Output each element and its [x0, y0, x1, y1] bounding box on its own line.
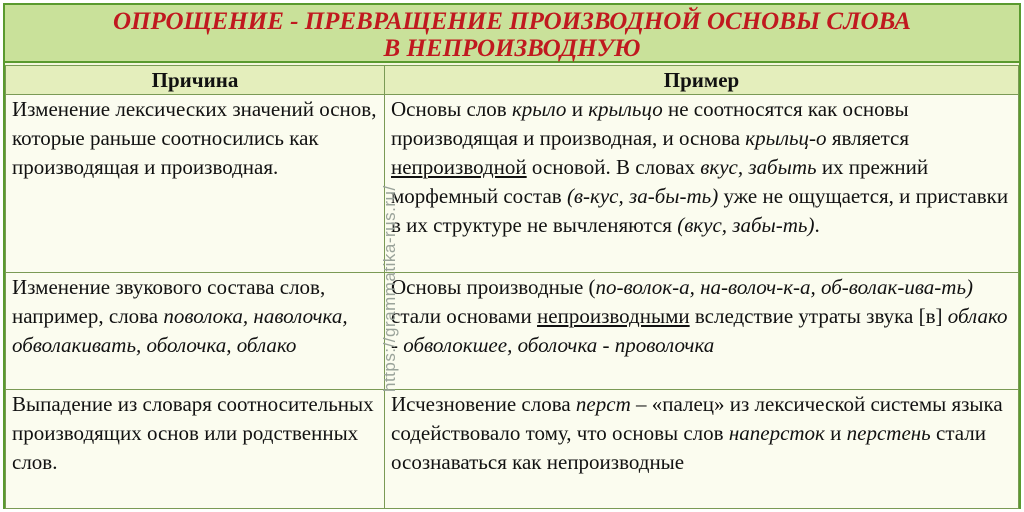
cell-text: Основы слов	[391, 97, 512, 121]
example-cell	[385, 273, 1019, 390]
cell-text: Исчезновение слова	[391, 392, 576, 416]
cell-text: Изменение звукового состава слов, например, слова	[12, 275, 326, 328]
italic-example-text: перстень	[846, 421, 931, 445]
cell-text: вследствие утраты звука [в]	[689, 304, 948, 328]
oproshchenie-table	[5, 65, 1019, 509]
cause-cell	[6, 95, 385, 273]
cell-text: и	[566, 97, 589, 121]
cell-text: стали основами	[391, 304, 538, 328]
italic-example-text: наперсток	[728, 421, 825, 445]
cell-text: стали осознаваться как непроизводные	[391, 421, 986, 474]
italic-example-text: крыльц-о	[745, 126, 827, 150]
underlined-term: непроизводными	[537, 304, 690, 328]
cause-cell	[6, 390, 385, 509]
cell-text: является	[826, 126, 909, 150]
italic-example-text: по-волок-а, на-волоч-к-а, об-волак-ива-ть)	[595, 275, 974, 299]
cell-text: и	[824, 421, 847, 445]
example-cell	[385, 95, 1019, 273]
italic-example-text: (вкус, забы-ть)	[677, 213, 815, 237]
italic-example-text: крыло	[511, 97, 567, 121]
cell-text: Основы производные (	[391, 275, 596, 299]
cell-text: их прежний морфемный состав	[391, 155, 929, 208]
watermark-url: https://grammatika-rus.ru/	[380, 185, 399, 392]
cell-text: – «палец» из лексической системы языка содействовало тому, что основы слов	[391, 392, 1003, 445]
cell-text: уже не ощущается, и приставки в их структуре не вычленяются	[391, 184, 1009, 237]
underlined-term: непроизводной	[391, 155, 527, 179]
cell-text: Выпадение из словаря соотносительных производящих основ или родственных слов.	[12, 392, 374, 474]
table-row	[6, 390, 1019, 509]
title-line-2: В НЕПРОИЗВОДНУЮ	[383, 35, 641, 62]
cell-text: Изменение лексических значений основ, которые раньше соотносились как производящая и производная.	[12, 97, 377, 179]
italic-example-text: облако - обволокшее, оболочка - проволочка	[391, 304, 1008, 357]
header-cause: Причина	[6, 66, 385, 95]
cause-cell	[6, 273, 385, 390]
document-frame	[3, 3, 1021, 509]
italic-example-text: поволока, наволочка, обволакивать, оболочка, облако	[12, 304, 348, 357]
title-line-1: ОПРОЩЕНИЕ - ПРЕВРАЩЕНИЕ ПРОИЗВОДНОЙ ОСНОВЫ СЛОВА	[113, 8, 911, 35]
cell-text: .	[814, 213, 820, 237]
italic-example-text: (в-кус, за-бы-ть)	[566, 184, 719, 208]
table-row	[6, 273, 1019, 390]
example-cell	[385, 390, 1019, 509]
cell-text: основой. В словах	[526, 155, 701, 179]
italic-example-text: вкус, забыть	[700, 155, 817, 179]
header-example: Пример	[385, 66, 1019, 95]
table-row	[6, 95, 1019, 273]
cell-text: не соотносятся как основы производящая и производная, и основа	[391, 97, 909, 150]
italic-example-text: перст	[575, 392, 631, 416]
page-title	[5, 5, 1019, 63]
table-header-row	[6, 66, 1019, 95]
italic-example-text: крыльцо	[588, 97, 663, 121]
